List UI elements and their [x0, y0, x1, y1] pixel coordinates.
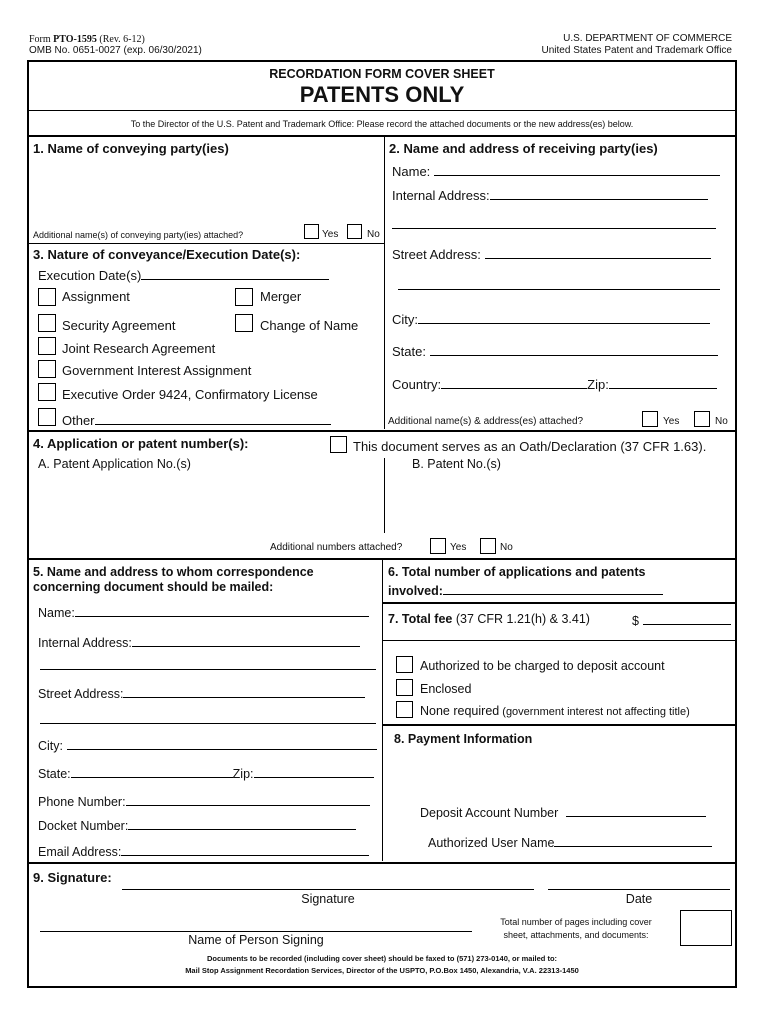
executive-order-label: Executive Order 9424, Confirmatory License [62, 387, 318, 402]
section-3-heading: 3. Nature of conveyance/Execution Date(s): [33, 247, 301, 262]
department-name: U.S. DEPARTMENT OF COMMERCE [563, 33, 732, 44]
s2-country-field[interactable]: Country: Zip: [392, 376, 717, 392]
s5-street-line[interactable] [40, 723, 376, 724]
s1-no-checkbox[interactable] [347, 224, 362, 239]
s5-internal-address-field[interactable]: Internal Address: [38, 634, 360, 650]
section-4-heading: 4. Application or patent number(s): [33, 436, 249, 451]
patent-number-label: B. Patent No.(s) [412, 457, 501, 471]
merger-checkbox[interactable] [235, 288, 253, 306]
s4-no-label: No [500, 542, 513, 553]
other-checkbox[interactable] [38, 408, 56, 426]
s2-no-label: No [715, 416, 728, 427]
section-5-heading-2: concerning document should be mailed: [33, 580, 274, 594]
column-divider [384, 458, 385, 533]
s2-state-field[interactable]: State: [392, 343, 718, 359]
other-field[interactable]: Other [62, 412, 331, 428]
divider [29, 135, 735, 137]
section-9-heading: 9. Signature: [33, 870, 112, 885]
change-of-name-checkbox[interactable] [235, 314, 253, 332]
joint-research-label: Joint Research Agreement [62, 341, 216, 356]
s5-city-field[interactable]: City: [38, 737, 377, 753]
s1-additional-label: Additional name(s) of conveying party(ies) attached? [33, 230, 244, 240]
page-count-label: Total number of pages including cover [500, 917, 652, 927]
s1-yes-label: Yes [322, 229, 339, 240]
form-number: Form PTO-1595 (Rev. 6-12) [29, 34, 145, 45]
s5-phone-field[interactable]: Phone Number: [38, 793, 370, 809]
s2-street-line[interactable] [398, 289, 720, 290]
s2-additional-label: Additional name(s) & address(es) attached? [388, 416, 584, 427]
divider [29, 243, 385, 244]
section-6-heading: 6. Total number of applications and patents [388, 565, 646, 579]
oath-declaration-checkbox[interactable] [330, 436, 347, 453]
authorized-charge-checkbox[interactable] [396, 656, 413, 673]
section-5-heading: 5. Name and address to whom correspondence [33, 565, 314, 579]
footer-line-2: Mail Stop Assignment Recordation Services, Director of the USPTO, P.O.Box 1450, Alexandria, V.A. 22313-1450 [185, 966, 579, 975]
s5-email-field[interactable]: Email Address: [38, 843, 369, 859]
s2-no-checkbox[interactable] [694, 411, 710, 427]
joint-research-checkbox[interactable] [38, 337, 56, 355]
divider [383, 602, 735, 604]
s2-yes-label: Yes [663, 416, 680, 427]
s6-involved-field[interactable]: involved: [388, 582, 663, 598]
enclosed-label: Enclosed [420, 682, 472, 696]
total-fee-field[interactable]: $ [632, 612, 731, 628]
instruction-text: To the Director of the U.S. Patent and Trademark Office: Please record the attached documents or the new address(es) below. [130, 119, 634, 129]
page-title: PATENTS ONLY [299, 82, 465, 107]
s4-yes-checkbox[interactable] [430, 538, 446, 554]
security-agreement-label: Security Agreement [62, 318, 176, 333]
s1-yes-checkbox[interactable] [304, 224, 319, 239]
divider [383, 640, 735, 641]
divider [383, 724, 735, 726]
security-agreement-checkbox[interactable] [38, 314, 56, 332]
name-signing-line[interactable] [40, 931, 472, 932]
column-divider [384, 136, 385, 429]
signature-line[interactable] [122, 889, 534, 890]
signature-label: Signature [301, 892, 355, 906]
patent-application-label: A. Patent Application No.(s) [38, 457, 191, 471]
authorized-user-field[interactable]: Authorized User Name [428, 834, 712, 850]
s4-no-checkbox[interactable] [480, 538, 496, 554]
s2-yes-checkbox[interactable] [642, 411, 658, 427]
office-name: United States Patent and Trademark Office [541, 45, 732, 56]
deposit-account-field[interactable]: Deposit Account Number [420, 804, 706, 820]
s5-street-address-field[interactable]: Street Address: [38, 685, 365, 701]
none-required-label: None required (government interest not affecting title) [420, 704, 690, 718]
divider [29, 430, 735, 432]
government-interest-checkbox[interactable] [38, 360, 56, 378]
s5-docket-field[interactable]: Docket Number: [38, 817, 356, 833]
s5-state-field[interactable]: State: Zip: [38, 765, 374, 781]
assignment-label: Assignment [62, 289, 130, 304]
date-label: Date [625, 892, 653, 906]
s4-additional-label: Additional numbers attached? [270, 542, 403, 553]
omb-number: OMB No. 0651-0027 (exp. 06/30/2021) [29, 45, 202, 56]
page-count-input[interactable] [680, 910, 732, 946]
execution-date-field[interactable]: Execution Date(s) [38, 267, 329, 283]
footer-line-1: Documents to be recorded (including cover sheet) should be faxed to (571) 273-0140, or mailed to: [206, 954, 558, 963]
s2-city-field[interactable]: City: [392, 311, 710, 327]
s2-street-address-field[interactable]: Street Address: [392, 246, 711, 262]
enclosed-checkbox[interactable] [396, 679, 413, 696]
assignment-checkbox[interactable] [38, 288, 56, 306]
change-of-name-label: Change of Name [260, 318, 359, 333]
executive-order-checkbox[interactable] [38, 383, 56, 401]
section-2-heading: 2. Name and address of receiving party(ies) [389, 141, 658, 156]
column-divider [382, 559, 383, 861]
name-signing-label: Name of Person Signing [188, 933, 324, 947]
s2-internal-address-field[interactable]: Internal Address: [392, 187, 708, 203]
government-interest-label: Government Interest Assignment [62, 363, 252, 378]
divider [29, 862, 735, 864]
page-count-label-2: sheet, attachments, and documents: [503, 930, 649, 940]
s1-no-label: No [367, 229, 380, 240]
s4-yes-label: Yes [450, 542, 467, 553]
section-8-heading: 8. Payment Information [394, 732, 533, 746]
cover-sheet-title: RECORDATION FORM COVER SHEET [269, 67, 495, 81]
s5-address-line[interactable] [40, 669, 376, 670]
none-required-checkbox[interactable] [396, 701, 413, 718]
oath-declaration-label: This document serves as an Oath/Declaration (37 CFR 1.63). [353, 439, 707, 454]
divider [29, 110, 735, 111]
form-id: PTO-1595 [53, 34, 97, 45]
s2-address-line[interactable] [392, 228, 716, 229]
merger-label: Merger [260, 289, 302, 304]
s5-name-field[interactable]: Name: [38, 604, 369, 620]
authorized-charge-label: Authorized to be charged to deposit account [420, 659, 665, 673]
section-1-heading: 1. Name of conveying party(ies) [33, 141, 229, 156]
s2-name-field[interactable]: Name: [392, 163, 720, 179]
date-line[interactable] [548, 889, 730, 890]
section-7-heading: 7. Total fee (37 CFR 1.21(h) & 3.41) [388, 612, 590, 626]
